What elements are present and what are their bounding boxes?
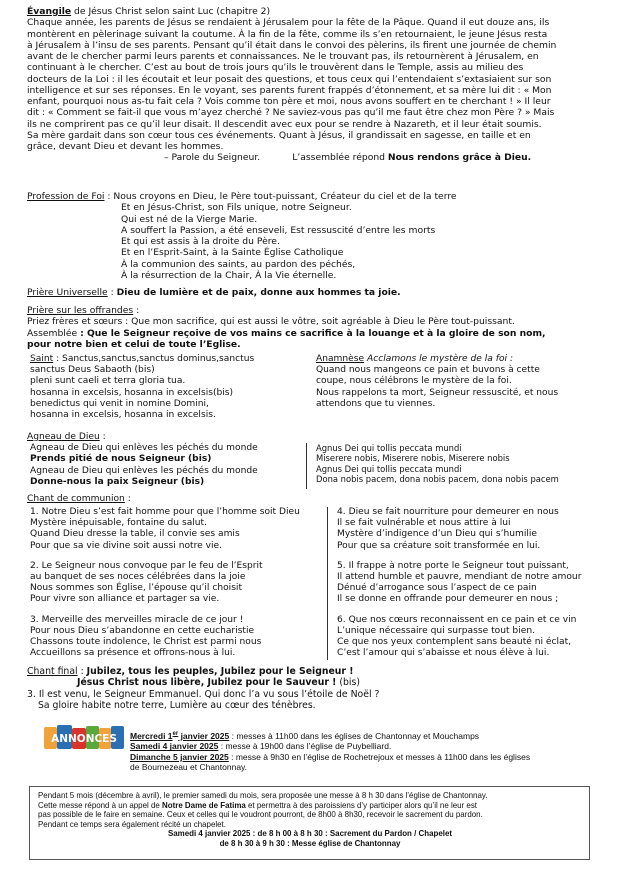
announcement-item [130, 752, 600, 763]
offerings-line2: : Que le Seigneur reçoive de vos mains ce sacrifice à la louange et à la gloire de son nom, [80, 327, 546, 339]
communion-header [27, 494, 327, 505]
communion-left-stanza [30, 615, 315, 660]
gospel-line: à Jérusalem à l’insu de ses parents. Pensant qu’il était dans le convoi des pèlerins, ils firent une journée de chemin [27, 39, 557, 51]
anamnese-line: coupe, nous célébrons le mystère de la foi. [316, 376, 512, 387]
final-l3: 3. Il est venu, le Seigneur Emmanuel. Qui donc l’a vu sous l’étoile de Noël ? [27, 688, 380, 700]
anamnese-intro: Acclamons le mystère de la foi : [364, 354, 514, 364]
creed-line: À la communion des saints, au pardon des péchés, [121, 258, 356, 270]
agnus-la-line: Miserere nobis, Miserere nobis, Miserere nobis [316, 453, 510, 464]
final-section [27, 666, 601, 711]
fatima-box [29, 786, 590, 860]
communion-colon: : [124, 494, 131, 504]
offerings-label: Prière sur les offrandes [27, 305, 134, 316]
final-l4: Sa gloire habite notre terre, Lumière au cœur des ténèbres. [38, 699, 316, 711]
fatima-l2c: et permettra à des paroissiens d’y participer alors qu’il ne leur est [245, 800, 477, 810]
agnus-la-line: Agnus Dei qui tollis peccata mundi [316, 463, 462, 474]
communion-divider [327, 507, 329, 660]
sanctus-line: hosanna in excelsis, hosanna in excelsis. [30, 410, 216, 421]
fatima-l4: Pendant ce temps sera également récité un chapelet. [38, 819, 226, 829]
announcement-text: : messe à 9h30 en l’église de Rochetrejoux et messes à 11h00 dans les églises [228, 751, 531, 762]
communion-right-line: L’unique nécessaire qui surpasse tout bien. [337, 625, 535, 636]
communion-right [337, 507, 602, 668]
communion-left-line: 1. Notre Dieu s’est fait homme pour que l’homme soit Dieu [30, 507, 300, 517]
logo-text: ANNONCES [51, 733, 117, 745]
offerings-section [27, 305, 601, 350]
communion-right-stanza [337, 561, 602, 606]
sanctus-text [30, 365, 300, 421]
communion-right-line: 5. Il frappe à notre porte le Seigneur tout puissant, [337, 560, 569, 571]
communion-left-line: Mystère inépuisable, fontaine du salut. [30, 518, 208, 529]
communion-right-line: 4. Dieu se fait nourriture pour demeurer en nous [337, 507, 559, 517]
final-l2: Jésus Christ nous libère, Jubilez pour le Sauveur ! [77, 677, 337, 689]
sanctus-line: benedictus qui venit in nomine Domini, [30, 398, 209, 409]
agnus-french [27, 443, 307, 488]
anamnese-line: Quand nous mangeons ce pain et buvons à cette [316, 365, 540, 376]
gospel-title: Évangile [27, 6, 72, 17]
creed-line: Et en l’Esprit-Saint, à la Sainte Église Catholique [121, 247, 344, 259]
gospel-closing-left: – Parole du Seigneur. [164, 152, 261, 164]
gospel-section [27, 6, 601, 164]
creed-text [27, 202, 601, 281]
announcement-date: Dimanche 5 janvier 2025 [130, 751, 229, 762]
gospel-closing-bold: Nous rendons grâce à Dieu. [387, 152, 532, 164]
gospel-line: docteurs de la Loi : il les écoutait et leur posait des questions, et tous ceux qui l’entendaient s’extasiaient sur son [27, 73, 552, 85]
creed-section [27, 191, 601, 281]
communion-right-line: Dénué d’arrogance sous l’aspect de ce pain [337, 583, 537, 594]
final-l2-tail: (bis) [336, 677, 360, 689]
communion-right-line: Ce que nos yeux contemplent sans beauté ni éclat, [337, 637, 572, 648]
fatima-l2b: Notre Dame de Fatima [162, 800, 246, 810]
anamnese-label: Anamnèse [316, 354, 365, 364]
creed-line: Qui est né de la Vierge Marie. [121, 213, 258, 225]
anamnese-section [316, 354, 601, 410]
announcements-list [130, 729, 600, 773]
agnus-fr-line: Agneau de Dieu qui enlèves les péchés du monde [30, 443, 258, 454]
announcement-date: Mercredi 1 [130, 730, 173, 741]
gospel-title-rest: de Jésus Christ selon saint Luc (chapitre 2) [71, 6, 271, 17]
gospel-text [27, 17, 601, 152]
universal-section [27, 287, 601, 298]
agnus-fr-line: Donne-nous la paix Seigneur (bis) [30, 476, 205, 487]
communion-left-stanza [30, 561, 315, 606]
announcement-date-rest: janvier 2025 [178, 730, 230, 741]
agnus-divider [306, 443, 308, 489]
agnus-la-line: Agnus Dei qui tollis peccata mundi [316, 443, 462, 453]
creed-first: : Nous croyons en Dieu, le Père tout-puissant, Créateur du ciel et de la terre [104, 191, 457, 202]
agnus-section [27, 432, 307, 488]
communion-left-line: au banquet de ses noces célébrées dans la joie [30, 572, 246, 583]
gospel-line: Chaque année, les parents de Jésus se rendaient à Jérusalem pour la fête de la Pâque. Quand il eut douze ans, ils [27, 17, 550, 29]
final-l1: Jubilez, tous les peuples, Jubilez pour le Seigneur ! [86, 666, 354, 677]
communion-left-line: Pour que sa vie divine soit aussi notre vie. [30, 540, 223, 551]
communion-right-stanza [337, 507, 602, 552]
announcement-text: : messes à 11h00 dans les églises de Chantonnay et Mouchamps [229, 730, 480, 741]
communion-right-line: Il se fait vulnérable et nous attire à lui [337, 518, 511, 529]
agnus-fr-line: Prends pitié de nous Seigneur (bis) [30, 454, 212, 465]
gospel-line: intelligence et sur ses réponses. En le voyant, ses parents furent frappés d’étonnement, et sa mère lui dit : « Mon [27, 84, 552, 96]
anamnese-line: attendons que tu viennes. [316, 398, 436, 409]
final-label: Chant final [27, 666, 78, 677]
announcement-text-cont: de Bournezeau et Chantonnay. [130, 762, 248, 773]
communion-label: Chant de communion [27, 494, 125, 504]
creed-line: Et qui est assis à la droite du Père. [121, 236, 280, 247]
communion-left-line: Chassons toute indolence, le Christ est parmi nous [30, 637, 262, 648]
universal-label: Prière Universelle [27, 287, 108, 298]
communion-right-line: Pour que sa créature soit transformée en lui. [337, 540, 541, 551]
agnus-colon: : [99, 432, 106, 442]
offerings-line3: pour notre bien et celui de toute l’Eglise. [27, 338, 241, 350]
agnus-la-line: Dona nobis pacem, dona nobis pacem, dona nobis pacem [316, 474, 559, 485]
creed-line: A souffert la Passion, a été enseveli, Est ressuscité d’entre les morts [121, 224, 436, 236]
communion-right-line: C’est l’amour qui s’abaisse et nous élève à lui. [337, 648, 550, 659]
gospel-closing-mid: L’assemblée répond [292, 152, 388, 164]
creed-label: Profession de Foi [27, 191, 105, 202]
universal-sep: : [107, 287, 117, 298]
sanctus-line: pleni sunt caeli et terra gloria tua. [30, 376, 186, 387]
communion-left-line: Pour vivre son alliance et partager sa vie. [30, 594, 220, 605]
sanctus-label: Saint [30, 354, 54, 364]
communion-left-line: Nous sommes son Église, l’épouse qu’il choisit [30, 583, 243, 594]
communion-right-line: Mystère d’indigence d’un Dieu qui s’humilie [337, 529, 538, 540]
anamnese-text [316, 365, 601, 410]
communion-left-line: Accueillons sa présence et offrons-nous à lui. [30, 648, 236, 659]
sanctus-line: hosanna in excelsis, hosanna in excelsis(bis) [30, 387, 234, 398]
communion-left-line: 2. Le Seigneur nous convoque par le feu de l’Esprit [30, 560, 263, 571]
fatima-l6: de 8 h 30 à 9 h 30 : Messe église de Chantonnay [219, 838, 401, 848]
agnus-latin [316, 443, 601, 485]
gospel-line: avant de le chercher parmi leurs parents et connaissances. Ne le trouvant pas, ils retournèrent à Jérusalem, en [27, 51, 539, 62]
universal-text: Dieu de lumière et de paix, donne aux hommes ta joie. [116, 287, 401, 298]
agnus-label: Agneau de Dieu [27, 432, 100, 442]
sanctus-first: : Sanctus,sanctus,sanctus dominus,sanctus [53, 354, 255, 364]
gospel-line: ils ne comprirent pas ce qu’il leur disait. Il descendit avec eux pour se rendre à Nazareth, et il leur était soumis. [27, 118, 542, 130]
communion-right-line: Il attend humble et pauvre, mendiant de notre amour [337, 572, 582, 583]
anamnese-line: Nous rappelons ta mort, Seigneur ressuscité, et nous [316, 387, 559, 398]
final-sep: : [77, 666, 87, 677]
gospel-line: continuant à le chercher. C’est au bout de trois jours qu’ils le trouvèrent dans le Temple, assis au milieu des [27, 62, 524, 74]
gospel-line: montèrent en pèlerinage suivant la coutume. À la fin de la fête, comme ils s’en retournaient, le jeune Jésus resta [27, 28, 548, 40]
gospel-line: enfant, pourquoi nous as-tu fait cela ? Vois comme ton père et moi, nous avons souffert en te cherchant ! » Il leur [27, 96, 551, 107]
communion-right-line: Il se donne en offrande pour demeurer en nous ; [337, 594, 559, 605]
communion-left-stanza [30, 507, 315, 552]
announcement-text: : messe à 19h00 dans l’église de Puybelliard. [218, 741, 392, 752]
announcement-item [130, 729, 600, 741]
sanctus-section [30, 354, 300, 421]
announcement-date: Samedi 4 janvier 2025 [130, 741, 219, 752]
announcement-item [130, 741, 600, 752]
communion-left-line: 3. Merveille des merveilles miracle de ce jour ! [30, 614, 244, 625]
offerings-colon: : [133, 305, 140, 316]
offerings-assembly: Assemblée [27, 327, 81, 339]
communion-right-stanza [337, 615, 602, 660]
creed-line: Et en Jésus-Christ, son Fils unique, notre Seigneur. [121, 202, 352, 214]
communion-left-line: Pour nous Dieu s’abandonne en cette eucharistie [30, 625, 255, 636]
fatima-l3: pas possible de le faire en semaine. Ceux et celles qui le voudront pourront, de 8h00 à 8h30, recevoir le sacrement du pardon. [38, 810, 483, 819]
communion-left [30, 507, 315, 668]
fatima-l1: Pendant 5 mois (décembre à avril), le premier samedi du mois, sera proposée une messe à 8 h 30 dans l’église de Chantonnay. [38, 791, 488, 800]
announcement-date-sup: er [172, 731, 179, 737]
communion-right-line: 6. Que nos cœurs reconnaissent en ce pain et ce vin [337, 614, 577, 625]
announcements-logo [44, 723, 124, 751]
fatima-l2a: Cette messe répond à un appel de [38, 800, 162, 810]
fatima-l5: Samedi 4 janvier 2025 : de 8 h 00 à 8 h 30 : Sacrement du Pardon / Chapelet [167, 829, 453, 838]
sanctus-line: sanctus Deus Sabaoth (bis) [30, 365, 155, 376]
communion-left-line: Quand Dieu dresse la table, il convie ses amis [30, 529, 240, 540]
gospel-line: Sa mère gardait dans son cœur tous ces événements. Quant à Jésus, il grandissait en sagesse, en taille et en [27, 129, 531, 141]
gospel-line: dit : « Comment se fait-il que vous m’ayez cherché ? Ne saviez-vous pas qu’il me faut être chez mon Père ? » Mais [27, 107, 555, 119]
offerings-line1: Priez frères et sœurs : Que mon sacrifice, qui est aussi le vôtre, soit agréable à Dieu le Père tout-puissant. [27, 316, 515, 328]
creed-line: À la résurrection de la Chair, À la Vie éternelle. [121, 269, 337, 281]
agnus-fr-line: Agneau de Dieu qui enlèves les péchés du monde [30, 465, 258, 476]
gospel-line: grâce, devant Dieu et devant les hommes. [27, 141, 224, 152]
